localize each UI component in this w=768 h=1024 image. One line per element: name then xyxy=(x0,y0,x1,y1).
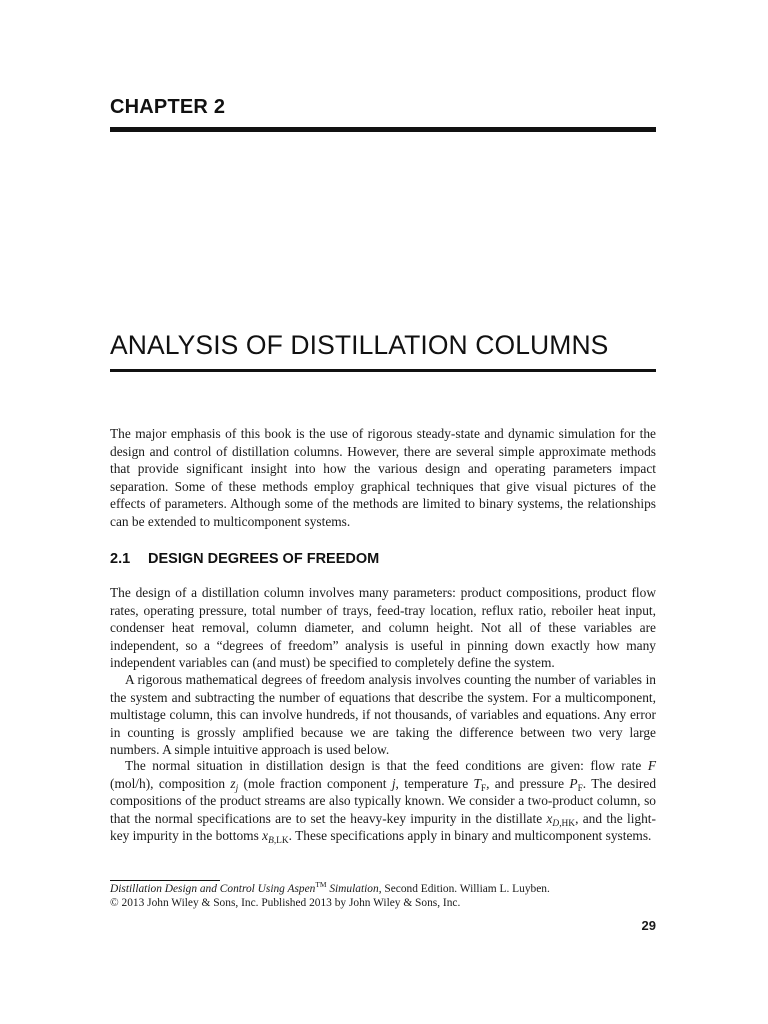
chapter-label: CHAPTER 2 xyxy=(110,96,226,118)
footnote-citation: Distillation Design and Control Using Aspen™ Simulation, Second Edition. William L. Luyben. xyxy=(110,880,550,895)
intro-paragraph: The major emphasis of this book is the use of rigorous steady-state and dynamic simulation for the design and control of distillation columns. However, there are several simple approximate methods that provide significant insight into how the various design and operating parameters impact separation. Some of these methods employ graphical techniques that give visual pictures of the effects of parameters. Although some of the methods are limited to binary systems, the relationships can be extended to multicomponent systems. xyxy=(110,426,656,529)
section-title: DESIGN DEGREES OF FREEDOM xyxy=(148,551,380,567)
body-paragraph-1: The design of a distillation column involves many parameters: product compositions, product flow rates, operating pressure, total number of trays, feed-tray location, reflux ratio, reboiler heat input, condenser heat removal, column diameter, and column height. Not all of these variables are independent, so a “degrees of freedom” analysis is useful in pinning down exactly how many independent variables can (and must) be specified to completely define the system. xyxy=(110,585,656,671)
footnote xyxy=(110,882,656,910)
footnote-copyright: © 2013 John Wiley & Sons, Inc. Published 2013 by John Wiley & Sons, Inc. xyxy=(110,897,461,909)
page-number: 29 xyxy=(641,918,656,933)
footnote-rule xyxy=(110,880,220,881)
body-paragraph-2: A rigorous mathematical degrees of freedom analysis involves counting the number of variables in the system and subtracting the number of equations that describe the system. For a multicomponent, multistage column, this can involve hundreds, if not thousands, of variables and equations. Any error in counting is grossly amplified because we are taking the difference between two very large numbers. A simple intuitive approach is used below. xyxy=(110,672,656,758)
title-rule xyxy=(110,369,656,372)
section-heading xyxy=(110,551,379,567)
chapter-rule xyxy=(110,127,656,132)
section-number: 2.1 xyxy=(110,551,131,567)
chapter-title: ANALYSIS OF DISTILLATION COLUMNS xyxy=(110,330,609,360)
body-paragraph-3: The normal situation in distillation design is that the feed conditions are given: flow rate F (mol/h), composition $z_j$ (mole fraction component j, temperature $T_F$, and pressure $P_F$. The desired compositions of the product streams are also typically known. We consider a two-product column, so that the normal specifications are to set the heavy-key impurity in the distillate $x_{D,HK}$, and the light-key impurity in the bottoms $x_{B,LK}$. These specifications apply in binary and multicomponent systems. xyxy=(110,758,657,847)
